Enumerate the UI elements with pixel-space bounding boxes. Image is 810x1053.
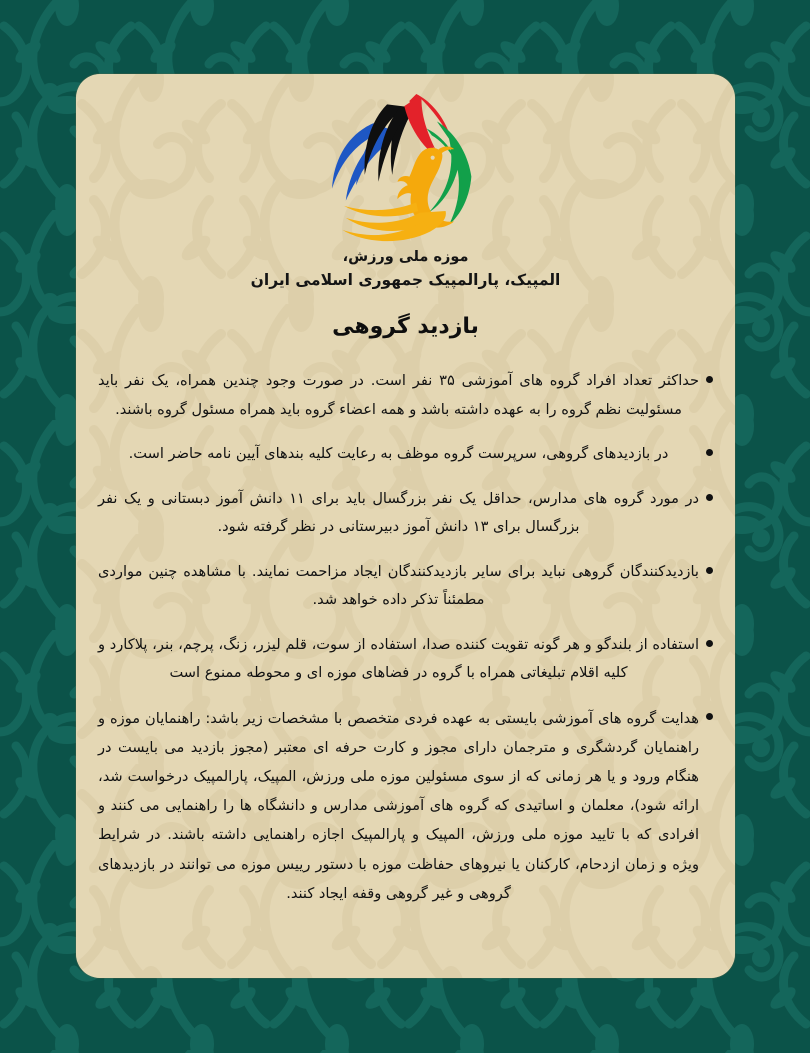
page-title: بازدید گروهی bbox=[332, 314, 479, 340]
rule-text: بازدیدکنندگان گروهی نباید برای سایر بازدیدکنندگان ایجاد مزاحمت نمایند. با مشاهده چنین مواردی مطمئناً تذکر داده خواهد شد. bbox=[98, 562, 699, 609]
rule-supervisor-compliance bbox=[98, 440, 713, 468]
rule-prohibited-items bbox=[98, 631, 713, 688]
bullet-icon bbox=[706, 376, 713, 383]
rule-qualified-guides bbox=[98, 704, 713, 908]
rule-group-size bbox=[98, 367, 713, 424]
bullet-icon bbox=[706, 449, 713, 456]
rule-school-ratio bbox=[98, 485, 713, 542]
rule-text: در بازدیدهای گروهی، سرپرست گروه موظف به رعایت کلیه بندهای آیین نامه حاضر است. bbox=[128, 445, 669, 463]
rules-list bbox=[98, 367, 713, 923]
bullet-icon bbox=[706, 494, 713, 501]
logo-feather-blue bbox=[332, 123, 394, 200]
logo-feather-black bbox=[364, 104, 414, 181]
rule-no-disturbance bbox=[98, 558, 713, 615]
organization-name bbox=[251, 246, 561, 292]
organization-name-line-1: موزه ملی ورزش، bbox=[342, 249, 469, 265]
rule-text: هدایت گروه های آموزشی بایستی به عهده فردی متخصص با مشخصات زیر باشد: راهنمایان موزه و راهنمایان گردشگری و مترجمان دارای مجوز و کارت حرفه ای معتبر (مجوز بازدید می بایست در هنگام ورود و یا هر زمانی که از سوی مسئولین موزه ملی ورزش، المپیک، پارالمپیک درخواست شد، ارائه شود)، معلمان و اساتیدی که گروه های آموزشی مدارس و دانشگاه ها را راهنمایی می کنند و افرادی که با تایید موزه ملی ورزش، المپیک و پارالمپیک اجازه راهنمایی داشته باشند. در شرایط ویژه و زمان ازدحام، کارکنان یا نیروهای حفاظت موزه با دستور رییس موزه می توانند در بازدیدهای گروهی و غیر گروهی وقفه ایجاد کنند. bbox=[98, 709, 699, 902]
museum-phoenix-olympic-logo bbox=[320, 92, 492, 244]
bullet-icon bbox=[706, 567, 713, 574]
rule-text: حداکثر تعداد افراد گروه های آموزشی ۳۵ نفر است. در صورت وجود چندین همراه، یک نفر باید مسئولیت نظم گروه را به عهده داشته باشد و همه اعضاء گروه باید همراه مسئول گروه باشند. bbox=[98, 372, 699, 418]
organization-name-line-2: المپیک، پارالمپیک جمهوری اسلامی ایران bbox=[250, 271, 561, 290]
rule-text: در مورد گروه های مدارس، حداقل یک نفر بزرگسال باید برای ۱۱ دانش آموز دبستانی و یک نفر بزرگسال برای ۱۳ دانش آموز دبیرستانی در نظر گرفته شود. bbox=[98, 489, 699, 536]
bullet-icon bbox=[706, 713, 713, 720]
rule-text: استفاده از بلندگو و هر گونه تقویت کننده صدا، استفاده از سوت، قلم لیزر، زنگ، پرچم، بنر، پلاکارد و کلیه اقلام تبلیغاتی همراه با گروه در فضاهای موزه ای و محوطه ممنوع است bbox=[98, 635, 699, 682]
parchment-card bbox=[76, 74, 735, 978]
bullet-icon bbox=[706, 640, 713, 647]
